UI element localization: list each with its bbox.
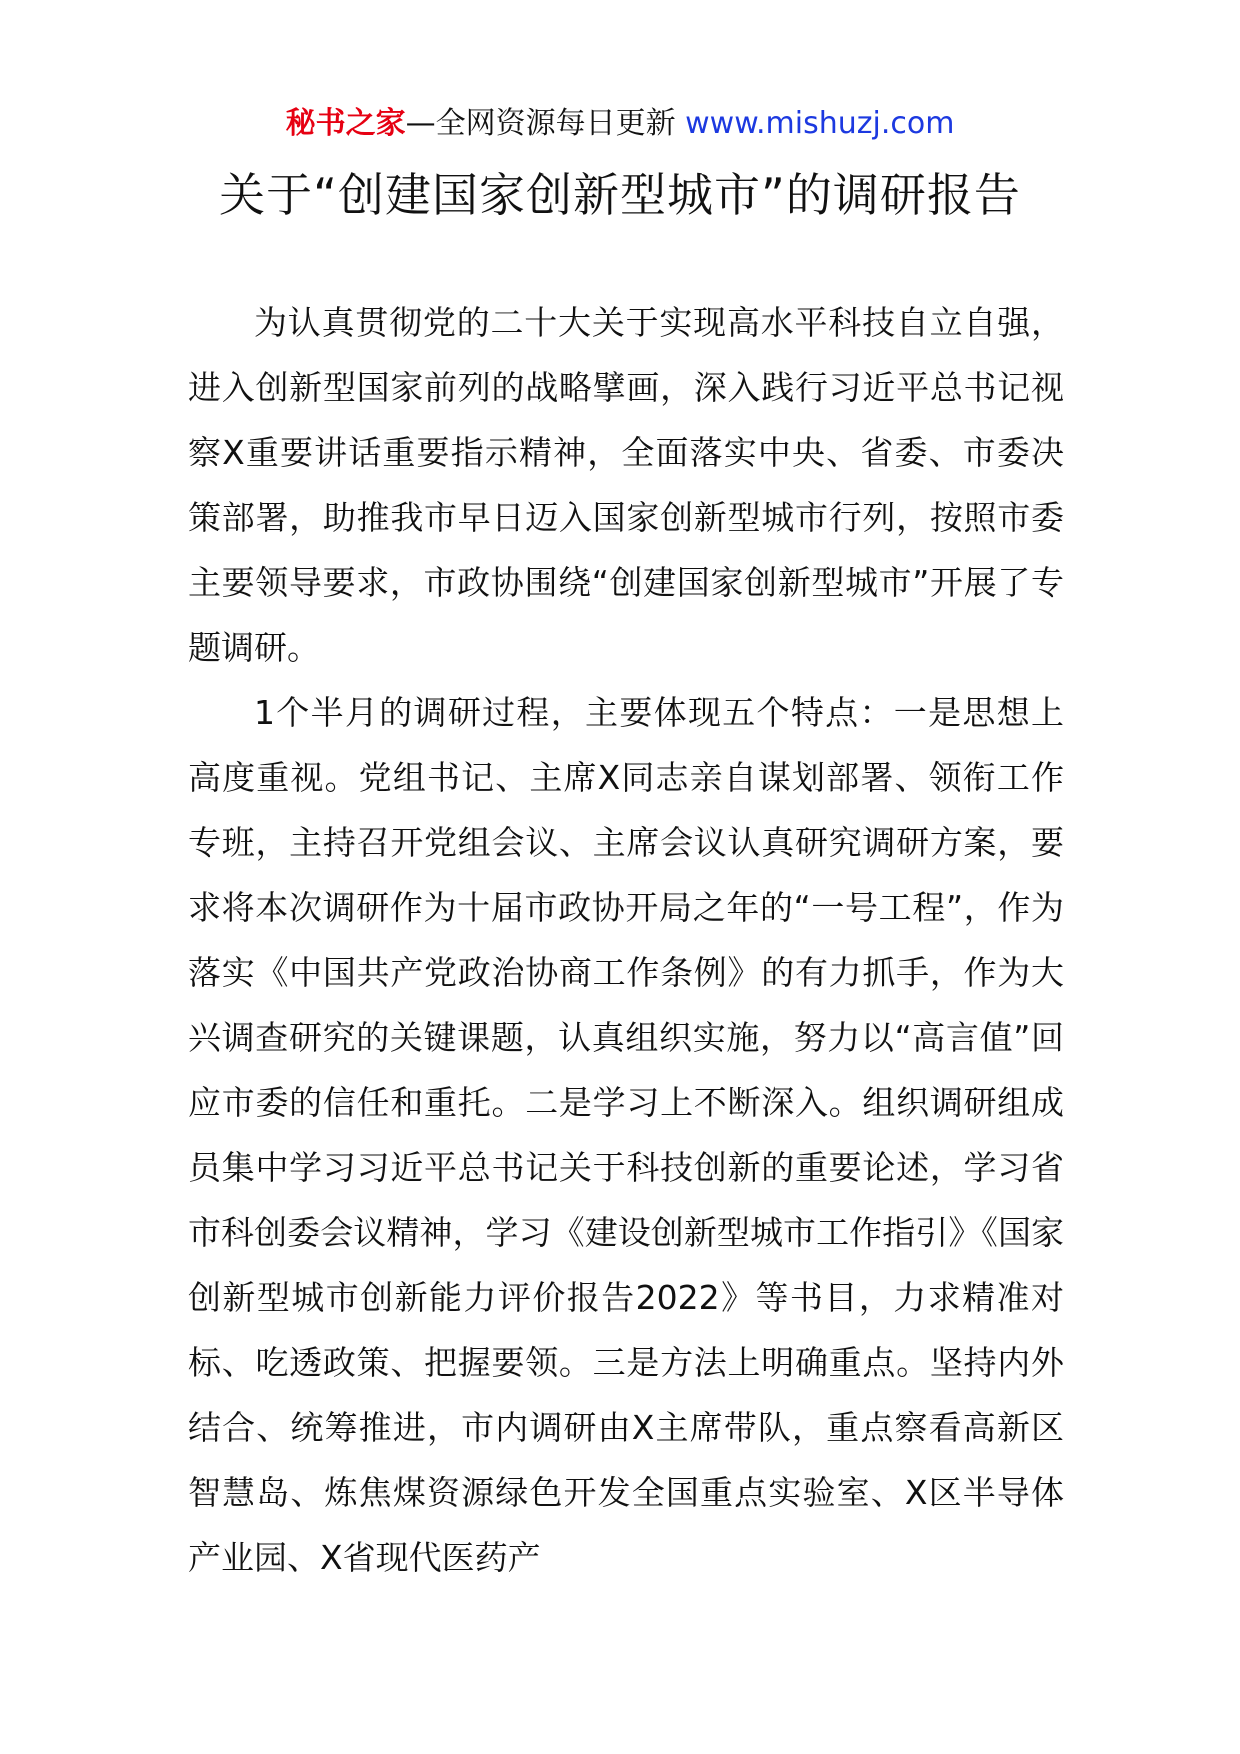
banner-slogan: —全网资源每日更新	[405, 106, 676, 141]
site-url-link[interactable]: www.mishuzj.com	[685, 106, 955, 141]
document-body	[188, 290, 1064, 1590]
paragraph: 1个半月的调研过程，主要体现五个特点：一是思想上高度重视。党组书记、主席X同志亲自谋划部署、领衔工作专班，主持召开党组会议、主席会议认真研究调研方案，要求将本次调研作为十届市政协开局之年的“一号工程”，作为落实《中国共产党政治协商工作条例》的有力抓手，作为大兴调查研究的关键课题，认真组织实施，努力以“高言值”回应市委的信任和重托。二是学习上不断深入。组织调研组成员集中学习习近平总书记关于科技创新的重要论述，学习省市科创委会议精神，学习《建设创新型城市工作指引》《国家创新型城市创新能力评价报告2022》等书目，力求精准对标、吃透政策、把握要领。三是方法上明确重点。坚持内外结合、统筹推进，市内调研由X主席带队，重点察看高新区智慧岛、炼焦煤资源绿色开发全国重点实验室、X区半导体产业园、X省现代医药产	[188, 693, 1064, 1577]
paragraph: 为认真贯彻党的二十大关于实现高水平科技自立自强，进入创新型国家前列的战略擘画，深入践行习近平总书记视察X重要讲话重要指示精神，全面落实中央、省委、市委决策部署，助推我市早日迈入国家创新型城市行列，按照市委主要领导要求，市政协围绕“创建国家创新型城市”开展了专题调研。	[188, 303, 1064, 667]
document-title: 关于“创建国家创新型城市”的调研报告	[219, 168, 1021, 222]
site-banner	[0, 104, 1240, 144]
brand-name: 秘书之家	[285, 106, 406, 141]
